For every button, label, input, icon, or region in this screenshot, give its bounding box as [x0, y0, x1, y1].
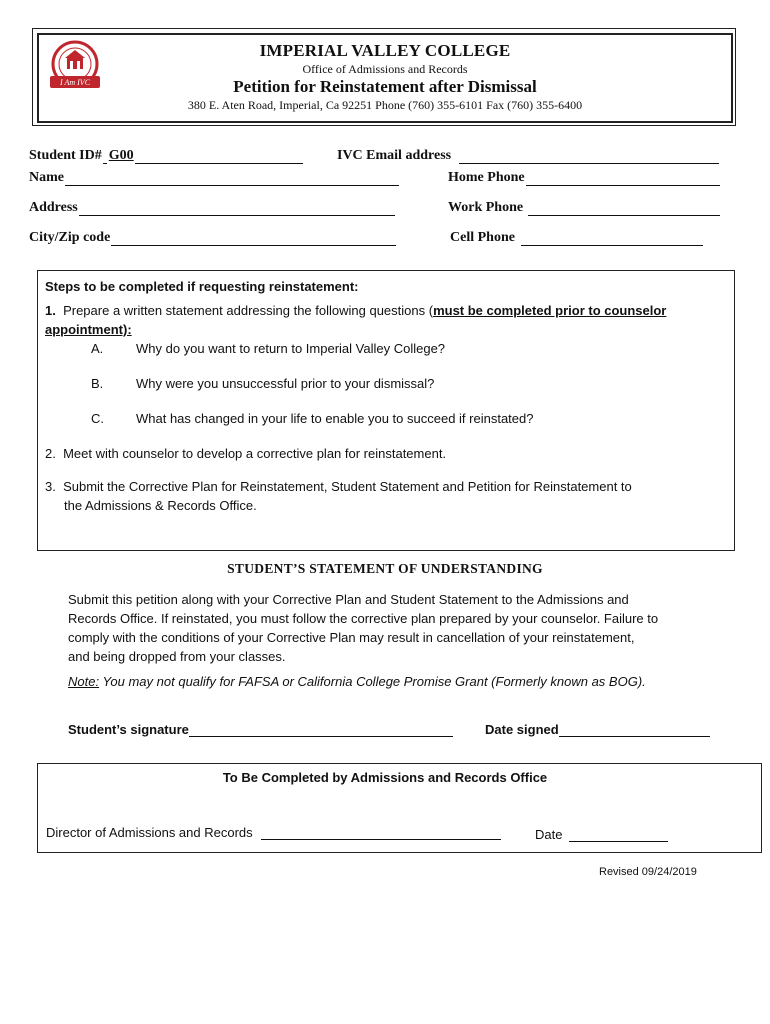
- city-zip-label: City/Zip code: [29, 230, 111, 245]
- statement-heading: STUDENT’S STATEMENT OF UNDERSTANDING: [227, 561, 543, 576]
- college-address: 380 E. Aten Road, Imperial, Ca 92251 Phone (760) 355-6101 Fax (760) 355-6400: [187, 98, 583, 112]
- student-signature-label: Student’s signature: [68, 722, 189, 737]
- statement-line-3: comply with the conditions of your Corrective Plan may result in cancellation of your reinstatement,: [68, 630, 635, 645]
- address-label: Address: [29, 200, 78, 215]
- revised-date: Revised 09/24/2019: [599, 866, 697, 878]
- address-input[interactable]: [79, 201, 395, 216]
- email-label: IVC Email address: [337, 148, 452, 163]
- cell-phone-field: [450, 230, 703, 246]
- office-date-field: [535, 827, 668, 842]
- step-3-text-cont: the Admissions & Records Office.: [64, 498, 257, 513]
- student-signature-field: [68, 722, 453, 737]
- director-field: [46, 825, 501, 840]
- statement-note: [68, 674, 646, 689]
- office-date-input[interactable]: [569, 828, 668, 842]
- step-1-number: 1.: [45, 303, 56, 318]
- step-2-text: Meet with counselor to develop a corrective plan for reinstatement.: [63, 446, 447, 461]
- student-id-input[interactable]: [135, 149, 303, 164]
- question-a-letter: A.: [91, 341, 104, 356]
- question-c-letter: C.: [91, 411, 104, 426]
- question-b-letter: B.: [91, 376, 104, 391]
- form-title: Petition for Reinstatement after Dismissal: [233, 77, 537, 96]
- step-1-emphasis-cont: appointment):: [45, 322, 132, 337]
- date-signed-input[interactable]: [559, 723, 710, 737]
- director-signature-input[interactable]: [261, 826, 501, 840]
- home-phone-input[interactable]: [526, 171, 720, 186]
- college-name: IMPERIAL VALLEY COLLEGE: [259, 41, 511, 60]
- director-label: Director of Admissions and Records: [46, 825, 253, 840]
- office-date-label: Date: [535, 827, 563, 842]
- step-1: [45, 303, 666, 318]
- work-phone-label: Work Phone: [448, 200, 524, 215]
- question-a-text: Why do you want to return to Imperial Valley College?: [136, 341, 446, 356]
- question-b-text: Why were you unsuccessful prior to your dismissal?: [136, 376, 435, 391]
- step-1-text: Prepare a written statement addressing the following questions (: [63, 303, 434, 318]
- step-3: [45, 479, 632, 494]
- date-signed-field: [485, 722, 710, 737]
- address-field: [29, 200, 395, 216]
- work-phone-field: [448, 200, 720, 216]
- statement-line-4: and being dropped from your classes.: [68, 649, 286, 664]
- cell-phone-label: Cell Phone: [450, 230, 515, 245]
- home-phone-field: [448, 170, 720, 186]
- statement-line-2: Records Office. If reinstated, you must follow the corrective plan prepared by your counselor. Failure to: [68, 611, 659, 626]
- cell-phone-input[interactable]: [521, 231, 703, 246]
- student-id-prefill: G00: [108, 148, 134, 163]
- office-use-heading: To Be Completed by Admissions and Records Office: [222, 770, 548, 785]
- step-2-number: 2.: [45, 446, 56, 461]
- question-c-text: What has changed in your life to enable you to succeed if reinstated?: [136, 411, 534, 426]
- logo-text: I Am IVC: [59, 78, 91, 87]
- student-id-label: Student ID#: [29, 148, 102, 163]
- step-1-emphasis: must be completed prior to counselor: [433, 303, 667, 318]
- office-name: Office of Admissions and Records: [302, 62, 468, 76]
- note-label: Note:: [68, 674, 100, 689]
- steps-heading: Steps to be completed if requesting reinstatement:: [45, 279, 359, 294]
- work-phone-input[interactable]: [528, 201, 720, 216]
- home-phone-label: Home Phone: [448, 170, 525, 185]
- note-text: You may not qualify for FAFSA or California College Promise Grant (Formerly known as BOG).: [99, 674, 646, 689]
- name-input[interactable]: [65, 171, 399, 186]
- date-signed-label: Date signed: [485, 722, 559, 737]
- student-signature-input[interactable]: [189, 723, 453, 737]
- city-zip-field: [29, 230, 396, 246]
- name-label: Name: [29, 170, 64, 185]
- email-input[interactable]: [459, 149, 719, 164]
- step-3-number: 3.: [45, 479, 56, 494]
- name-field: [29, 170, 399, 186]
- step-3-text: Submit the Corrective Plan for Reinstatement, Student Statement and Petition for Reinstatement to: [63, 479, 632, 494]
- step-2: [45, 446, 446, 461]
- email-field: [337, 148, 719, 164]
- student-id-field: [29, 148, 303, 164]
- statement-line-1: Submit this petition along with your Corrective Plan and Student Statement to the Admissions and: [68, 592, 629, 607]
- city-zip-input[interactable]: [111, 231, 396, 246]
